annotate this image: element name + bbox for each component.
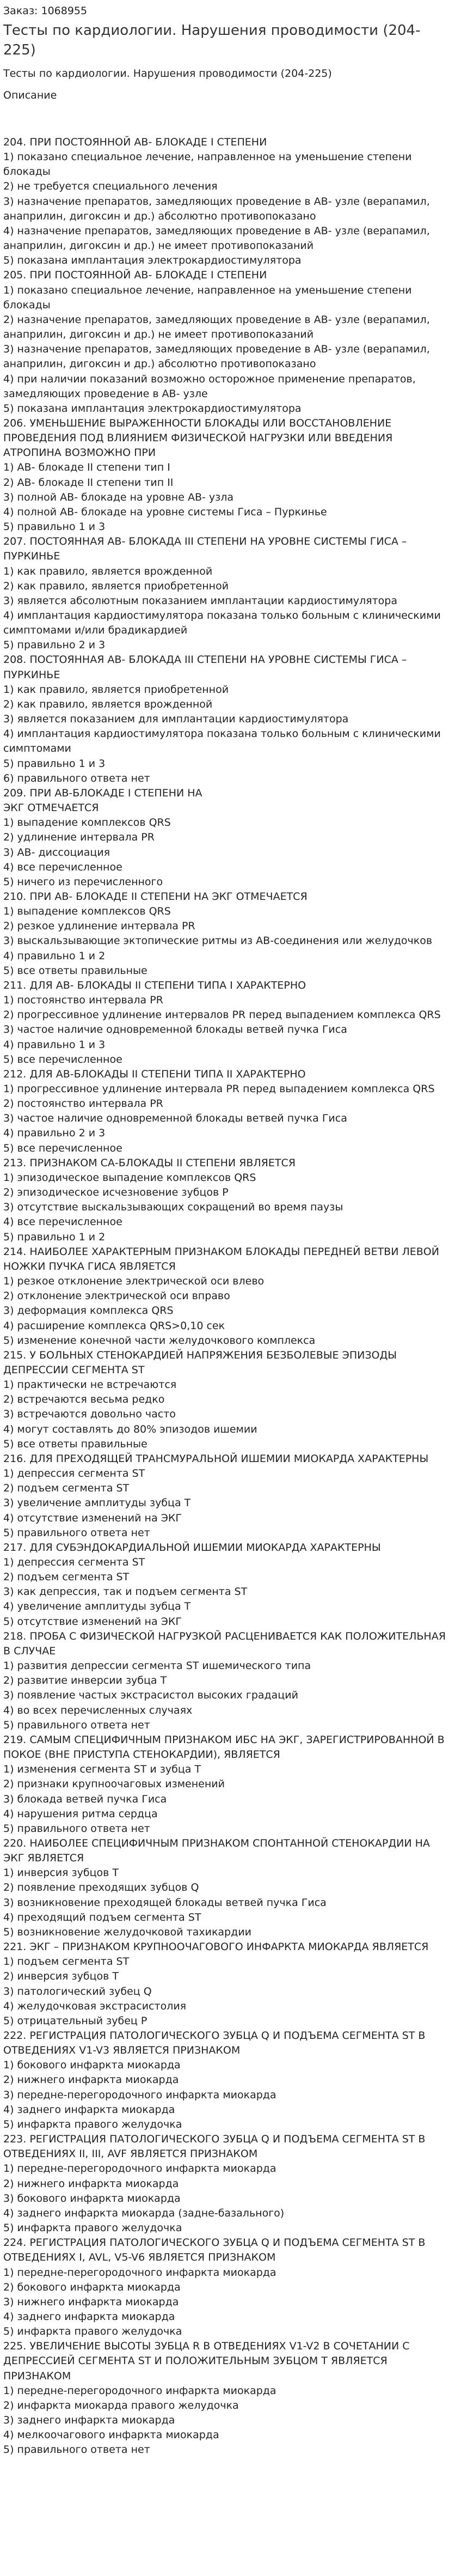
answer-option: 4) отсутствие изменений на ЭКГ xyxy=(3,1512,182,1524)
answer-option: 4) имплантация кардиостимулятора показана только больным с клиническими симптомами и/или брадикардией xyxy=(3,610,441,637)
answer-option: 3) отсутствие выскальзывающих сокращений во время паузы xyxy=(3,1201,343,1214)
question-heading: 224. РЕГИСТРАЦИЯ ПАТОЛОГИЧЕСКОГО ЗУБЦА Q И ПОДЪЕМА СЕГМЕНТА ST В ОТВЕДЕНИЯХ I, AVL, V5-V6 ЯВЛЯЕТСЯ ПРИЗНАКОМ xyxy=(3,2237,426,2264)
answer-option: 3) бокового инфаркта миокарда xyxy=(3,2192,181,2204)
question-heading: 206. УМЕНЬШЕНИЕ ВЫРАЖЕННОСТИ БЛОКАДЫ ИЛИ ВОССТАНОВЛЕНИЕ ПРОВЕДЕНИЯ ПОД ВЛИЯНИЕМ ФИЗИЧЕСКОЙ НАГРУЗКИ ИЛИ ВВЕДЕНИЯ АТРОПИНА ВОЗМОЖНО ПРИ xyxy=(3,417,393,459)
question-heading: 216. ДЛЯ ПРЕХОДЯЩЕЙ ТРАНСМУРАЛЬНОЙ ИШЕМИИ МИОКАРДА ХАРАКТЕРНЫ xyxy=(3,1452,429,1465)
answer-option: 4) при наличии показаний возможно осторожное применение препаратов, замедляющих проведение в АВ- узле xyxy=(3,373,416,400)
answer-option: 4) имплантация кардиостимулятора показана только больным с клиническими симптомами xyxy=(3,728,441,755)
answer-option: 1) передне-перегородочного инфаркта миокарда xyxy=(3,2163,276,2175)
answer-option: 1) выпадение комплексов QRS xyxy=(3,905,171,918)
answer-option: 4) нарушения ритма сердца xyxy=(3,1807,158,1820)
answer-option: 4) заднего инфаркта миокарда xyxy=(3,2103,175,2116)
answer-option: 5) инфаркта правого желудочка xyxy=(3,2222,182,2234)
answer-option: 1) постоянство интервала PR xyxy=(3,994,163,1007)
answer-option: 4) правильно 1 и 2 xyxy=(3,949,106,962)
answer-option: 4) заднего инфаркта миокарда xyxy=(3,2310,175,2323)
answer-option: 4) все перечисленное xyxy=(3,861,122,873)
answer-option: 5) правильно 1 и 3 xyxy=(3,757,106,770)
answer-option: 1) показано специальное лечение, направленное на уменьшение степени блокады xyxy=(3,284,412,311)
answer-option: 1) эпизодическое выпадение комплексов QRS xyxy=(3,1171,256,1184)
answer-option: 1) изменения сегмента ST и зубца Т xyxy=(3,1763,201,1776)
answer-option: 2) отклонение электрической оси вправо xyxy=(3,1290,230,1302)
answer-option: 1) резкое отклонение электрической оси влево xyxy=(3,1275,265,1288)
question-heading: 223. РЕГИСТРАЦИЯ ПАТОЛОГИЧЕСКОГО ЗУБЦА Q И ПОДЪЕМА СЕГМЕНТА ST В ОТВЕДЕНИЯХ II, III, AVF ЯВЛЯЕТСЯ ПРИЗНАКОМ xyxy=(3,2133,426,2160)
answer-option: 1) передне-перегородочного инфаркта миокарда xyxy=(3,2384,276,2397)
answer-option: 4) правильно 2 и 3 xyxy=(3,1127,106,1140)
answer-option: 4) правильно 1 и 3 xyxy=(3,1038,106,1051)
answer-option: 4) могут составлять до 80% эпизодов ишемии xyxy=(3,1423,257,1435)
answer-option: 5) отрицательный зубец Р xyxy=(3,2014,147,2027)
answer-option: 4) мелкоочагового инфаркта миокарда xyxy=(3,2429,219,2441)
answer-option: 3) является абсолютным показанием имплантации кардиостимулятора xyxy=(3,594,397,607)
answer-option: 4) увеличение амплитуды зубца Т xyxy=(3,1600,191,1613)
answer-option: 4) преходящий подъем сегмента ST xyxy=(3,1911,201,1923)
answer-option: 4) все перечисленное xyxy=(3,1216,122,1228)
answer-option: 1) прогрессивное удлинение интервала PR перед выпадением комплекса QRS xyxy=(3,1083,435,1095)
answer-option: 4) во всех перечисленных случаях xyxy=(3,1704,193,1716)
answer-option: 3) появление частых экстрасистол высоких градаций xyxy=(3,1689,298,1702)
answer-option: 5) правильного ответа нет xyxy=(3,2444,150,2456)
answer-option: 1) депрессия сегмента ST xyxy=(3,1556,145,1568)
answer-option: 3) как депрессия, так и подъем сегмента ST xyxy=(3,1586,248,1598)
answer-option: 1) передне-перегородочного инфаркта миокарда xyxy=(3,2266,276,2279)
answer-option: 5) правильно 1 и 2 xyxy=(3,1231,106,1243)
answer-option: 2) нижнего инфаркта миокарда xyxy=(3,2177,179,2190)
answer-option: 1) АВ- блокаде II степени тип I xyxy=(3,461,170,474)
answer-option: 3) увеличение амплитуды зубца Т xyxy=(3,1497,191,1509)
answer-option: 3) передне-перегородочного инфаркта миокарда xyxy=(3,2088,276,2101)
question-heading: 205. ПРИ ПОСТОЯННОЙ АВ- БЛОКАДЕ I СТЕПЕНИ xyxy=(3,269,267,282)
answer-option: 5) показана имплантация электрокардиостимулятора xyxy=(3,254,302,267)
answer-option: 5) ничего из перечисленного xyxy=(3,875,163,888)
question-heading: 212. ДЛЯ АВ-БЛОКАДЫ II СТЕПЕНИ ТИПА II ХАРАКТЕРНО xyxy=(3,1068,306,1080)
answer-option: 2) резкое удлинение интервала PR xyxy=(3,920,195,933)
answer-option: 3) АВ- диссоциация xyxy=(3,846,110,858)
answer-option: 4) полной АВ- блокаде на уровне системы Гиса – Пуркинье xyxy=(3,506,327,518)
answer-option: 5) правильно 2 и 3 xyxy=(3,639,106,651)
answer-option: 1) развития депрессии сегмента ST ишемического типа xyxy=(3,1660,311,1672)
answer-option: 3) деформация комплекса QRS xyxy=(3,1305,174,1317)
answer-option: 2) не требуется специального лечения xyxy=(3,180,218,193)
question-heading: 219. САМЫМ СПЕЦИФИЧНЫМ ПРИЗНАКОМ ИБС НА ЭКГ, ЗАРЕГИСТРИРОВАННОЙ В ПОКОЕ (ВНЕ ПРИСТУПА СТЕНОКАРДИИ), ЯВЛЯЕТСЯ xyxy=(3,1733,445,1761)
answer-option: 3) назначение препаратов, замедляющих проведение в АВ- узле (верапамил, анаприлин, дигоксин и др.) абсолютно противопоказано xyxy=(3,343,430,370)
answer-option: 2) инверсия зубцов Т xyxy=(3,1970,119,1983)
question-heading: 215. У БОЛЬНЫХ СТЕНОКАРДИЕЙ НАПРЯЖЕНИЯ БЕЗБОЛЕВЫЕ ЭПИЗОДЫ ДЕПРЕССИИ СЕГМЕНТА ST xyxy=(3,1349,397,1376)
answer-option: 5) все ответы правильные xyxy=(3,964,147,977)
answer-option: 2) инфаркта миокарда правого желудочка xyxy=(3,2399,239,2411)
answer-option: 5) правильно 1 и 3 xyxy=(3,521,106,533)
question-heading: 213. ПРИЗНАКОМ СА-БЛОКАДЫ II СТЕПЕНИ ЯВЛЯЕТСЯ xyxy=(3,1156,296,1169)
question-heading: 222. РЕГИСТРАЦИЯ ПАТОЛОГИЧЕСКОГО ЗУБЦА Q И ПОДЪЕМА СЕГМЕНТА ST В ОТВЕДЕНИЯХ V1-V3 ЯВЛЯЕТСЯ ПРИЗНАКОМ xyxy=(3,2030,426,2057)
answer-option: ЭКГ ОТМЕЧАЕТСЯ xyxy=(3,802,99,814)
answer-option: 3) заднего инфаркта миокарда xyxy=(3,2414,175,2427)
answer-option: 2) эпизодическое исчезновение зубцов Р xyxy=(3,1186,229,1199)
answer-option: 2) как правило, является приобретенной xyxy=(3,580,229,592)
answer-option: 2) появление преходящих зубцов Q xyxy=(3,1881,199,1894)
answer-option: 3) блокада ветвей пучка Гиса xyxy=(3,1793,167,1805)
answer-option: 5) отсутствие изменений на ЭКГ xyxy=(3,1615,182,1628)
answer-option: 3) встречаются довольно часто xyxy=(3,1408,176,1421)
answer-option: 1) выпадение комплексов QRS xyxy=(3,817,171,829)
answer-option: 2) постоянство интервала PR xyxy=(3,1098,163,1110)
answer-option: 3) патологический зубец Q xyxy=(3,1985,152,1998)
answer-option: 5) все перечисленное xyxy=(3,1142,122,1154)
question-heading: 210. ПРИ АВ- БЛОКАДЕ II СТЕПЕНИ НА ЭКГ ОТМЕЧАЕТСЯ xyxy=(3,890,308,903)
answer-option: 4) расширение комплекса QRS>0,10 сек xyxy=(3,1319,225,1332)
answer-option: 5) инфаркта правого желудочка xyxy=(3,2118,182,2130)
answer-option: 1) подъем сегмента ST xyxy=(3,1956,130,1968)
page-subtitle: Тесты по кардиологии. Нарушения проводимости (204-225) xyxy=(3,68,332,80)
question-heading: 218. ПРОБА С ФИЗИЧЕСКОЙ НАГРУЗКОЙ РАСЦЕНИВАЕТСЯ КАК ПОЛОЖИТЕЛЬНАЯ В СЛУЧАЕ xyxy=(3,1630,446,1657)
question-heading: 211. ДЛЯ АВ- БЛОКАДЫ II СТЕПЕНИ ТИПА I ХАРАКТЕРНО xyxy=(3,979,306,991)
answer-option: 2) АВ- блокаде II степени тип II xyxy=(3,476,174,489)
answer-option: 5) показана имплантация электрокардиостимулятора xyxy=(3,402,302,415)
answer-option: 3) выскальзывающие эктопические ритмы из АВ-соединения или желудочков xyxy=(3,935,433,947)
answer-option: 3) возникновение преходящей блокады ветвей пучка Гиса xyxy=(3,1896,327,1909)
answer-option: 3) является показанием для имплантации кардиостимулятора xyxy=(3,713,349,726)
answer-option: 1) депрессия сегмента ST xyxy=(3,1467,145,1480)
answer-option: 2) подъем сегмента ST xyxy=(3,1571,130,1584)
question-heading: 220. НАИБОЛЕЕ СПЕЦИФИЧНЫМ ПРИЗНАКОМ СПОНТАННОЙ СТЕНОКАРДИИ НА ЭКГ ЯВЛЯЕТСЯ xyxy=(3,1837,430,1865)
answer-option: 2) развитие инверсии зубца Т xyxy=(3,1674,167,1687)
answer-option: 2) прогрессивное удлинение интервалов PR перед выпадением комплекса QRS xyxy=(3,1009,441,1021)
answer-option: 3) частое наличие одновременной блокады ветвей пучка Гиса xyxy=(3,1024,347,1036)
answer-option: 2) назначение препаратов, замедляющих проведение в АВ- узле (верапамил, анаприлин, дигоксин и др.) не имеет противопоказаний xyxy=(3,313,430,341)
answer-option: 5) все ответы правильные xyxy=(3,1438,147,1450)
question-heading: 204. ПРИ ПОСТОЯННОЙ АВ- БЛОКАДЕ I СТЕПЕНИ xyxy=(3,136,267,148)
answer-option: 2) бокового инфаркта миокарда xyxy=(3,2281,181,2293)
answer-option: 4) заднего инфаркта миокарда (задне-базального) xyxy=(3,2207,285,2219)
order-number: Заказ: 1068955 xyxy=(3,5,88,17)
question-heading: 207. ПОСТОЯННАЯ АВ- БЛОКАДА III СТЕПЕНИ НА УРОВНЕ СИСТЕМЫ ГИСА – ПУРКИНЬЕ xyxy=(3,535,407,563)
answer-option: 6) правильного ответа нет xyxy=(3,772,150,784)
answer-option: 5) возникновение желудочковой тахикардии xyxy=(3,1926,251,1938)
answer-option: 2) удлинение интервала PR xyxy=(3,831,155,844)
question-heading: 217. ДЛЯ СУБЭНДОКАРДИАЛЬНОЙ ИШЕМИИ МИОКАРДА ХАРАКТЕРНЫ xyxy=(3,1541,381,1554)
answer-option: 1) как правило, является приобретенной xyxy=(3,683,229,696)
answer-option: 2) встречаются весьма редко xyxy=(3,1393,165,1406)
question-heading: 209. ПРИ АВ-БЛОКАДЕ I СТЕПЕНИ НА xyxy=(3,787,202,799)
question-heading: 214. НАИБОЛЕЕ ХАРАКТЕРНЫМ ПРИЗНАКОМ БЛОКАДЫ ПЕРЕДНЕЙ ВЕТВИ ЛЕВОЙ НОЖКИ ПУЧКА ГИСА ЯВЛЯЕТСЯ xyxy=(3,1245,439,1272)
description-label: Описание xyxy=(3,89,57,101)
answer-option: 5) правильного ответа нет xyxy=(3,1526,150,1539)
answer-option: 3) нижнего инфаркта миокарда xyxy=(3,2295,179,2308)
answer-option: 1) инверсия зубцов Т xyxy=(3,1867,119,1879)
question-heading: 221. ЭКГ – ПРИЗНАКОМ КРУПНООЧАГОВОГО ИНФАРКТА МИОКАРДА ЯВЛЯЕТСЯ xyxy=(3,1941,429,1953)
question-heading: 208. ПОСТОЯННАЯ АВ- БЛОКАДА III СТЕПЕНИ НА УРОВНЕ СИСТЕМЫ ГИСА – ПУРКИНЬЕ xyxy=(3,654,407,681)
answer-option: 2) нижнего инфаркта миокарда xyxy=(3,2074,179,2086)
question-heading: 225. УВЕЛИЧЕНИЕ ВЫСОТЫ ЗУБЦА R В ОТВЕДЕНИЯХ V1-V2 В СОЧЕТАНИИ С ДЕПРЕССИЕЙ СЕГМЕНТА ST И ПОЛОЖИТЕЛЬНЫМ ЗУБЦОМ Т ЯВЛЯЕТСЯ ПРИЗНАКОМ xyxy=(3,2340,410,2382)
questions-body xyxy=(3,135,452,2458)
answer-option: 5) инфаркта правого желудочка xyxy=(3,2325,182,2338)
answer-option: 1) практически не встречаются xyxy=(3,1379,177,1391)
answer-option: 5) изменение конечной части желудочкового комплекса xyxy=(3,1334,316,1347)
answer-option: 1) бокового инфаркта миокарда xyxy=(3,2059,181,2072)
answer-option: 1) как правило, является врожденной xyxy=(3,565,213,577)
answer-option: 4) назначение препаратов, замедляющих проведение в АВ- узле (верапамил, анаприлин, дигоксин и др.) не имеет противопоказаний xyxy=(3,224,430,252)
answer-option: 1) показано специальное лечение, направленное на уменьшение степени блокады xyxy=(3,151,412,178)
answer-option: 5) правильного ответа нет xyxy=(3,1822,150,1835)
answer-option: 3) назначение препаратов, замедляющих проведение в АВ- узле (верапамил, анаприлин, дигоксин и др.) абсолютно противопоказано xyxy=(3,195,430,222)
answer-option: 5) правильного ответа нет xyxy=(3,1719,150,1731)
answer-option: 2) подъем сегмента ST xyxy=(3,1482,130,1495)
answer-option: 2) как правило, является врожденной xyxy=(3,698,213,710)
answer-option: 4) желудочковая экстрасистолия xyxy=(3,2000,187,2012)
answer-option: 2) признаки крупноочаговых изменений xyxy=(3,1778,225,1791)
answer-option: 5) все перечисленное xyxy=(3,1053,122,1065)
answer-option: 3) частое наличие одновременной блокады ветвей пучка Гиса xyxy=(3,1112,347,1125)
page-title: Тесты по кардиологии. Нарушения проводимости (204-225) xyxy=(3,22,421,58)
answer-option: 3) полной АВ- блокаде на уровне АВ- узла xyxy=(3,491,234,503)
